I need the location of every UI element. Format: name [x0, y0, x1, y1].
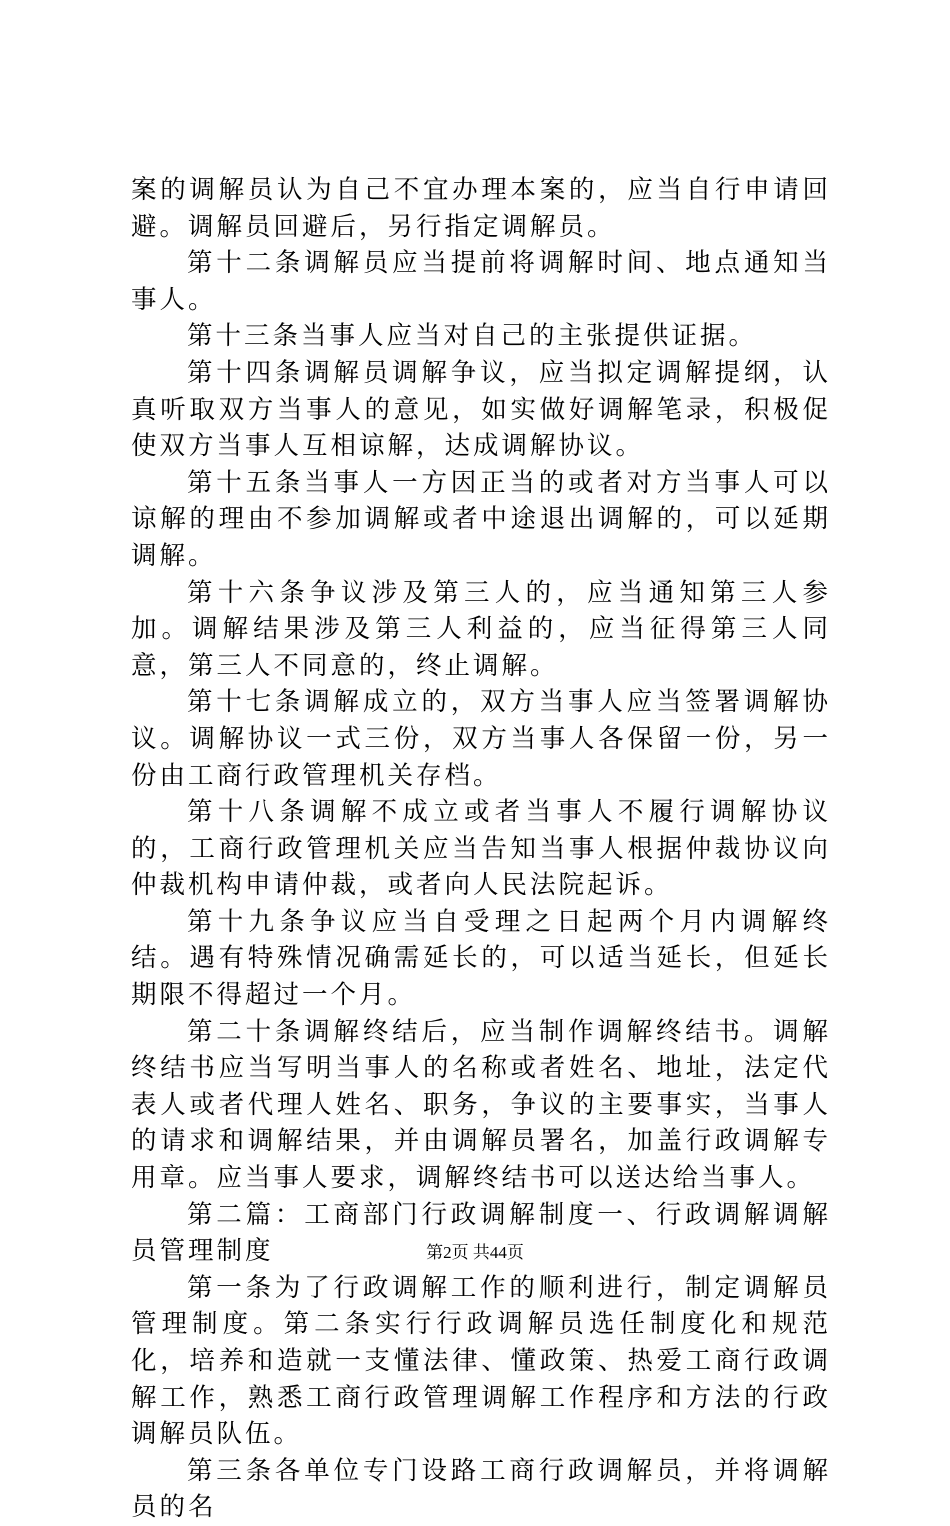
paragraph: 第十二条调解员应当提前将调解时间、地点通知当事人。 — [131, 248, 831, 315]
paragraph: 第十九条争议应当自受理之日起两个月内调解终结。遇有特殊情况确需延长的，可以适当延长，但延长期限不得超过一个月。 — [131, 906, 831, 1011]
document-body — [131, 172, 831, 1526]
paragraph: 第一条为了行政调解工作的顺利进行，制定调解员管理制度。第二条实行行政调解员选任制度化和规范化，培养和造就一支懂法律、懂政策、热爱工商行政调解工作，熟悉工商行政管理调解工作程序和方法的行政调解员队伍。 — [131, 1272, 831, 1450]
paragraph: 第十三条当事人应当对自己的主张提供证据。 — [187, 321, 758, 352]
paragraph: 第十五条当事人一方因正当的或者对方当事人可以谅解的理由不参加调解或者中途退出调解的，可以延期调解。 — [131, 467, 831, 571]
page-number-footer: 第2页 共44页 — [426, 1243, 524, 1262]
paragraph: 第十四条调解员调解争议，应当拟定调解提纲，认真听取双方当事人的意见，如实做好调解笔录，积极促使双方当事人互相谅解，达成调解协议。 — [131, 357, 831, 462]
paragraph: 第二十条调解终结后，应当制作调解终结书。调解终结书应当写明当事人的名称或者姓名、地址，法定代表人或者代理人姓名、职务，争议的主要事实，当事人的请求和调解结果，并由调解员署名，加盖行政调解专用章。应当事人要求，调解终结书可以送达给当事人。 — [131, 1016, 831, 1194]
paragraph: 案的调解员认为自己不宜办理本案的，应当自行申请回避。调解员回避后，另行指定调解员。 — [131, 175, 831, 242]
section-heading: 第二篇：工商部门行政调解制度一、行政调解调解员管理制度 — [131, 1199, 831, 1267]
paragraph: 第十八条调解不成立或者当事人不履行调解协议的，工商行政管理机关应当告知当事人根据仲裁协议向仲裁机构申请仲裁，或者向人民法院起诉。 — [131, 797, 831, 901]
paragraph: 第十七条调解成立的，双方当事人应当签署调解协议。调解协议一式三份，双方当事人各保留一份，另一份由工商行政管理机关存档。 — [131, 687, 831, 791]
paragraph: 第十六条争议涉及第三人的，应当通知第三人参加。调解结果涉及第三人利益的，应当征得第三人同意，第三人不同意的，终止调解。 — [131, 577, 831, 681]
paragraph: 第三条各单位专门设路工商行政调解员，并将调解员的名 — [131, 1455, 831, 1523]
